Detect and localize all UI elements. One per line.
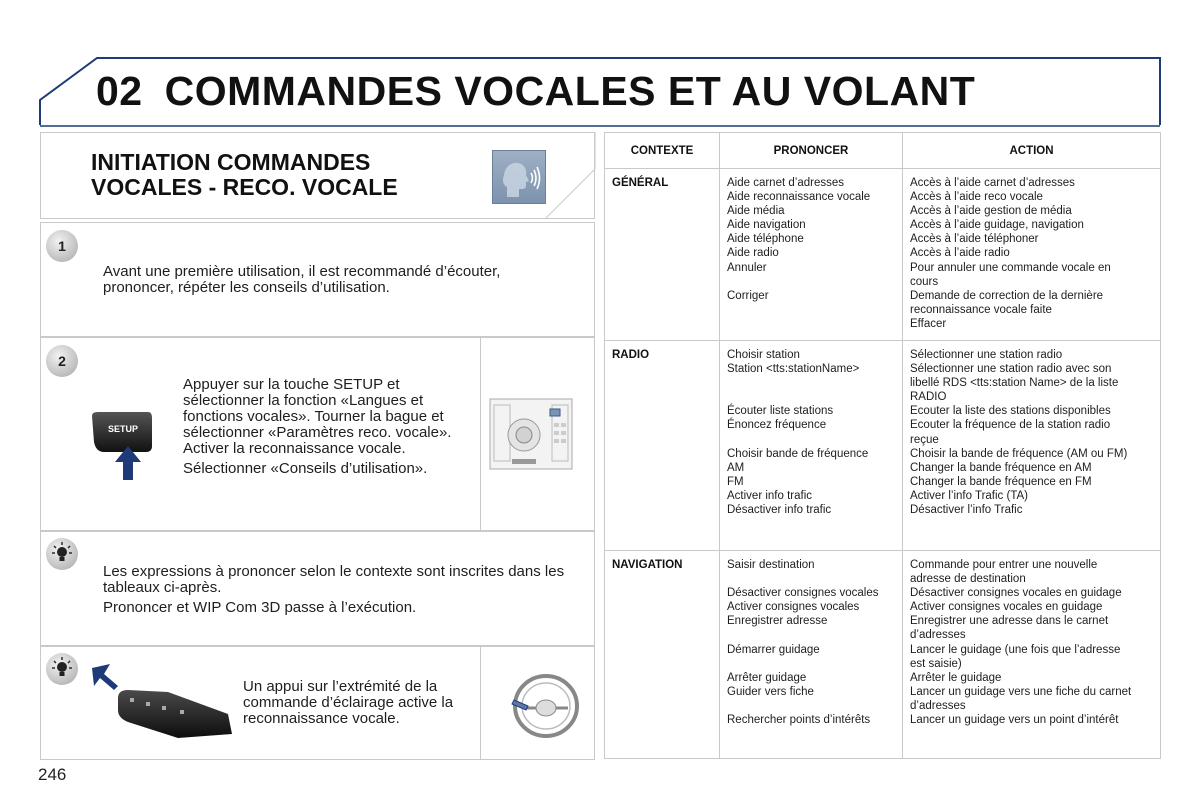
pronounce-line: Rechercher points d’intérêts — [727, 714, 871, 727]
table-row-radio — [605, 341, 1161, 551]
action-line: d’adresses — [910, 629, 966, 642]
pronounce-line: Corriger — [727, 289, 769, 302]
context-cell: RADIO — [605, 341, 720, 551]
pronounce-line — [727, 376, 895, 390]
tip-2-divider — [480, 646, 481, 760]
pronounce-line: Aide radio — [727, 247, 779, 260]
pronounce-line: Désactiver consignes vocales — [727, 587, 879, 600]
action-line: est saisie) — [910, 657, 962, 670]
pronounce-line — [727, 433, 895, 447]
radio-unit-illustration — [488, 395, 574, 473]
step-2-text — [183, 377, 458, 481]
action-line: Ecouter la fréquence de la station radio — [910, 419, 1111, 432]
panel-corner-fold — [545, 132, 596, 220]
tip-2-badge — [46, 653, 78, 685]
pronounce-line — [727, 275, 895, 289]
action-line: Ecouter la liste des stations disponibles — [910, 405, 1111, 418]
step-2-badge: 2 — [46, 345, 78, 377]
step-2-paragraph-2: Sélectionner «Conseils d’utilisation». — [183, 460, 428, 477]
action-line: RADIO — [910, 391, 947, 404]
action-line: Activer consignes vocales en guidage — [910, 601, 1103, 614]
action-line: Choisir la bande de fréquence (AM ou FM) — [910, 447, 1128, 460]
chapter-title-text: COMMANDES VOCALES ET AU VOLANT — [164, 68, 976, 114]
pronounce-line: Écouter liste stations — [727, 405, 834, 418]
chapter-title — [96, 68, 975, 115]
action-line: Pour annuler une commande vocale en — [910, 261, 1111, 274]
pronounce-line — [727, 390, 895, 404]
action-line: Activer l’info Trafic (TA) — [910, 489, 1028, 502]
pronounce-cell — [720, 341, 903, 551]
step-1-badge: 1 — [46, 230, 78, 262]
tip-2-paragraph: Un appui sur l’extrémité de la commande d’éclairage active la reconnaissance vocale. — [243, 678, 454, 727]
page-number: 246 — [38, 765, 67, 784]
action-line: Lancer un guidage vers un point d’intérêt — [910, 714, 1119, 727]
lighting-stalk-illustration — [88, 662, 234, 742]
pronounce-line: Annuler — [727, 261, 767, 274]
action-line: Sélectionner une station radio avec son — [910, 363, 1112, 376]
pronounce-line: Activer consignes vocales — [727, 601, 860, 614]
action-cell — [903, 551, 1161, 759]
action-line: Désactiver consignes vocales en guidage — [910, 587, 1122, 600]
tip-1-paragraph-2: Prononcer et WIP Com 3D passe à l’exécution. — [103, 599, 417, 616]
pronounce-cell — [720, 169, 903, 341]
header-pronounce: PRONONCER — [720, 133, 903, 169]
context-cell: GÉNÉRAL — [605, 169, 720, 341]
action-cell — [903, 341, 1161, 551]
pronounce-line: Saisir destination — [727, 559, 815, 571]
pronounce-line: Guider vers fiche — [727, 685, 814, 698]
section-title: INITIATION COMMANDES VOCALES - RECO. VOCALE — [91, 149, 398, 200]
pronounce-line: Aide reconnaissance vocale — [727, 191, 871, 204]
step-1-paragraph: Avant une première utilisation, il est recommandé d’écouter, prononcer, répéter les conseils d’utilisation. — [103, 263, 501, 296]
action-line: Lancer le guidage (une fois que l’adresse — [910, 643, 1121, 656]
pronounce-line: Démarrer guidage — [727, 643, 820, 656]
context-cell: NAVIGATION — [605, 551, 720, 759]
action-line: Effacer — [910, 317, 947, 330]
action-line: Changer la bande fréquence en AM — [910, 461, 1092, 474]
tip-1-badge — [46, 538, 78, 570]
step-2-divider — [480, 337, 481, 531]
action-line: Accès à l’aide gestion de média — [910, 205, 1072, 218]
tip-2-text — [243, 679, 478, 731]
header-context: CONTEXTE — [605, 133, 720, 169]
header-action: ACTION — [903, 133, 1161, 169]
pronounce-line: AM — [727, 461, 745, 474]
pronounce-line — [727, 699, 895, 713]
steering-wheel-illustration — [510, 670, 582, 742]
action-line: libellé RDS <tts:station Name> de la liste — [910, 377, 1119, 390]
action-line: reçue — [910, 433, 939, 446]
pronounce-line: Activer info trafic — [727, 489, 812, 502]
pronounce-line: Aide média — [727, 205, 785, 218]
action-line: Accès à l’aide radio — [910, 247, 1010, 260]
action-line: Accès à l’aide guidage, navigation — [910, 219, 1084, 232]
pronounce-line: Aide navigation — [727, 219, 806, 232]
action-line: Désactiver l’info Trafic — [910, 504, 1023, 517]
table-row-navigation — [605, 551, 1161, 759]
table-header-row — [605, 133, 1161, 169]
setup-button-label: SETUP — [108, 424, 139, 434]
step-2-paragraph-1: Appuyer sur la touche SETUP et sélectionner la fonction «Langues et fonctions vocales». Tourner la bague et sélectionner «Paramètres reco. vocale». Activer la reconnaissance vocale. — [183, 376, 452, 457]
table-row-general — [605, 169, 1161, 341]
pronounce-line: Énoncez fréquence — [727, 419, 827, 432]
pronounce-line: Aide téléphone — [727, 233, 804, 246]
action-line: Accès à l’aide carnet d’adresses — [910, 177, 1075, 189]
action-line: Sélectionner une station radio — [910, 349, 1063, 361]
pronounce-line — [727, 572, 895, 586]
pronounce-line: Choisir bande de fréquence — [727, 447, 869, 460]
pronounce-line: Station <tts:stationName> — [727, 363, 860, 376]
pronounce-line: Aide carnet d’adresses — [727, 177, 844, 189]
action-line: Commande pour entrer une nouvelle — [910, 559, 1098, 571]
action-cell — [903, 169, 1161, 341]
action-line: Accès à l’aide téléphoner — [910, 233, 1039, 246]
chapter-number: 02 — [96, 68, 143, 114]
action-line: adresse de destination — [910, 573, 1026, 586]
pronounce-line — [727, 657, 895, 671]
action-line: cours — [910, 275, 939, 288]
tip-icon — [46, 538, 78, 570]
action-line: Arrêter le guidage — [910, 671, 1002, 684]
tip-1-paragraph-1: Les expressions à prononcer selon le contexte sont inscrites dans les tableaux ci-après. — [103, 563, 565, 596]
pronounce-line: Choisir station — [727, 349, 800, 361]
tip-1-text — [103, 564, 578, 620]
voice-recognition-icon — [492, 150, 546, 204]
action-line: Demande de correction de la dernière — [910, 289, 1104, 302]
action-line: Accès à l’aide reco vocale — [910, 191, 1043, 204]
tip-icon — [46, 653, 78, 685]
action-line: Changer la bande fréquence en FM — [910, 475, 1092, 488]
action-line: d’adresses — [910, 699, 966, 712]
action-line: Enregistrer une adresse dans le carnet — [910, 615, 1109, 628]
step-1-text — [103, 264, 553, 300]
action-line: reconnaissance vocale faite — [910, 303, 1052, 316]
pronounce-cell — [720, 551, 903, 759]
pronounce-line: Désactiver info trafic — [727, 504, 832, 517]
arrow-up-icon — [113, 444, 143, 482]
voice-commands-table — [604, 132, 1161, 759]
pronounce-line: Enregistrer adresse — [727, 615, 828, 628]
pronounce-line — [727, 628, 895, 642]
pronounce-line: FM — [727, 475, 744, 488]
pronounce-line: Arrêter guidage — [727, 671, 807, 684]
action-line: Lancer un guidage vers une fiche du carnet — [910, 685, 1132, 698]
